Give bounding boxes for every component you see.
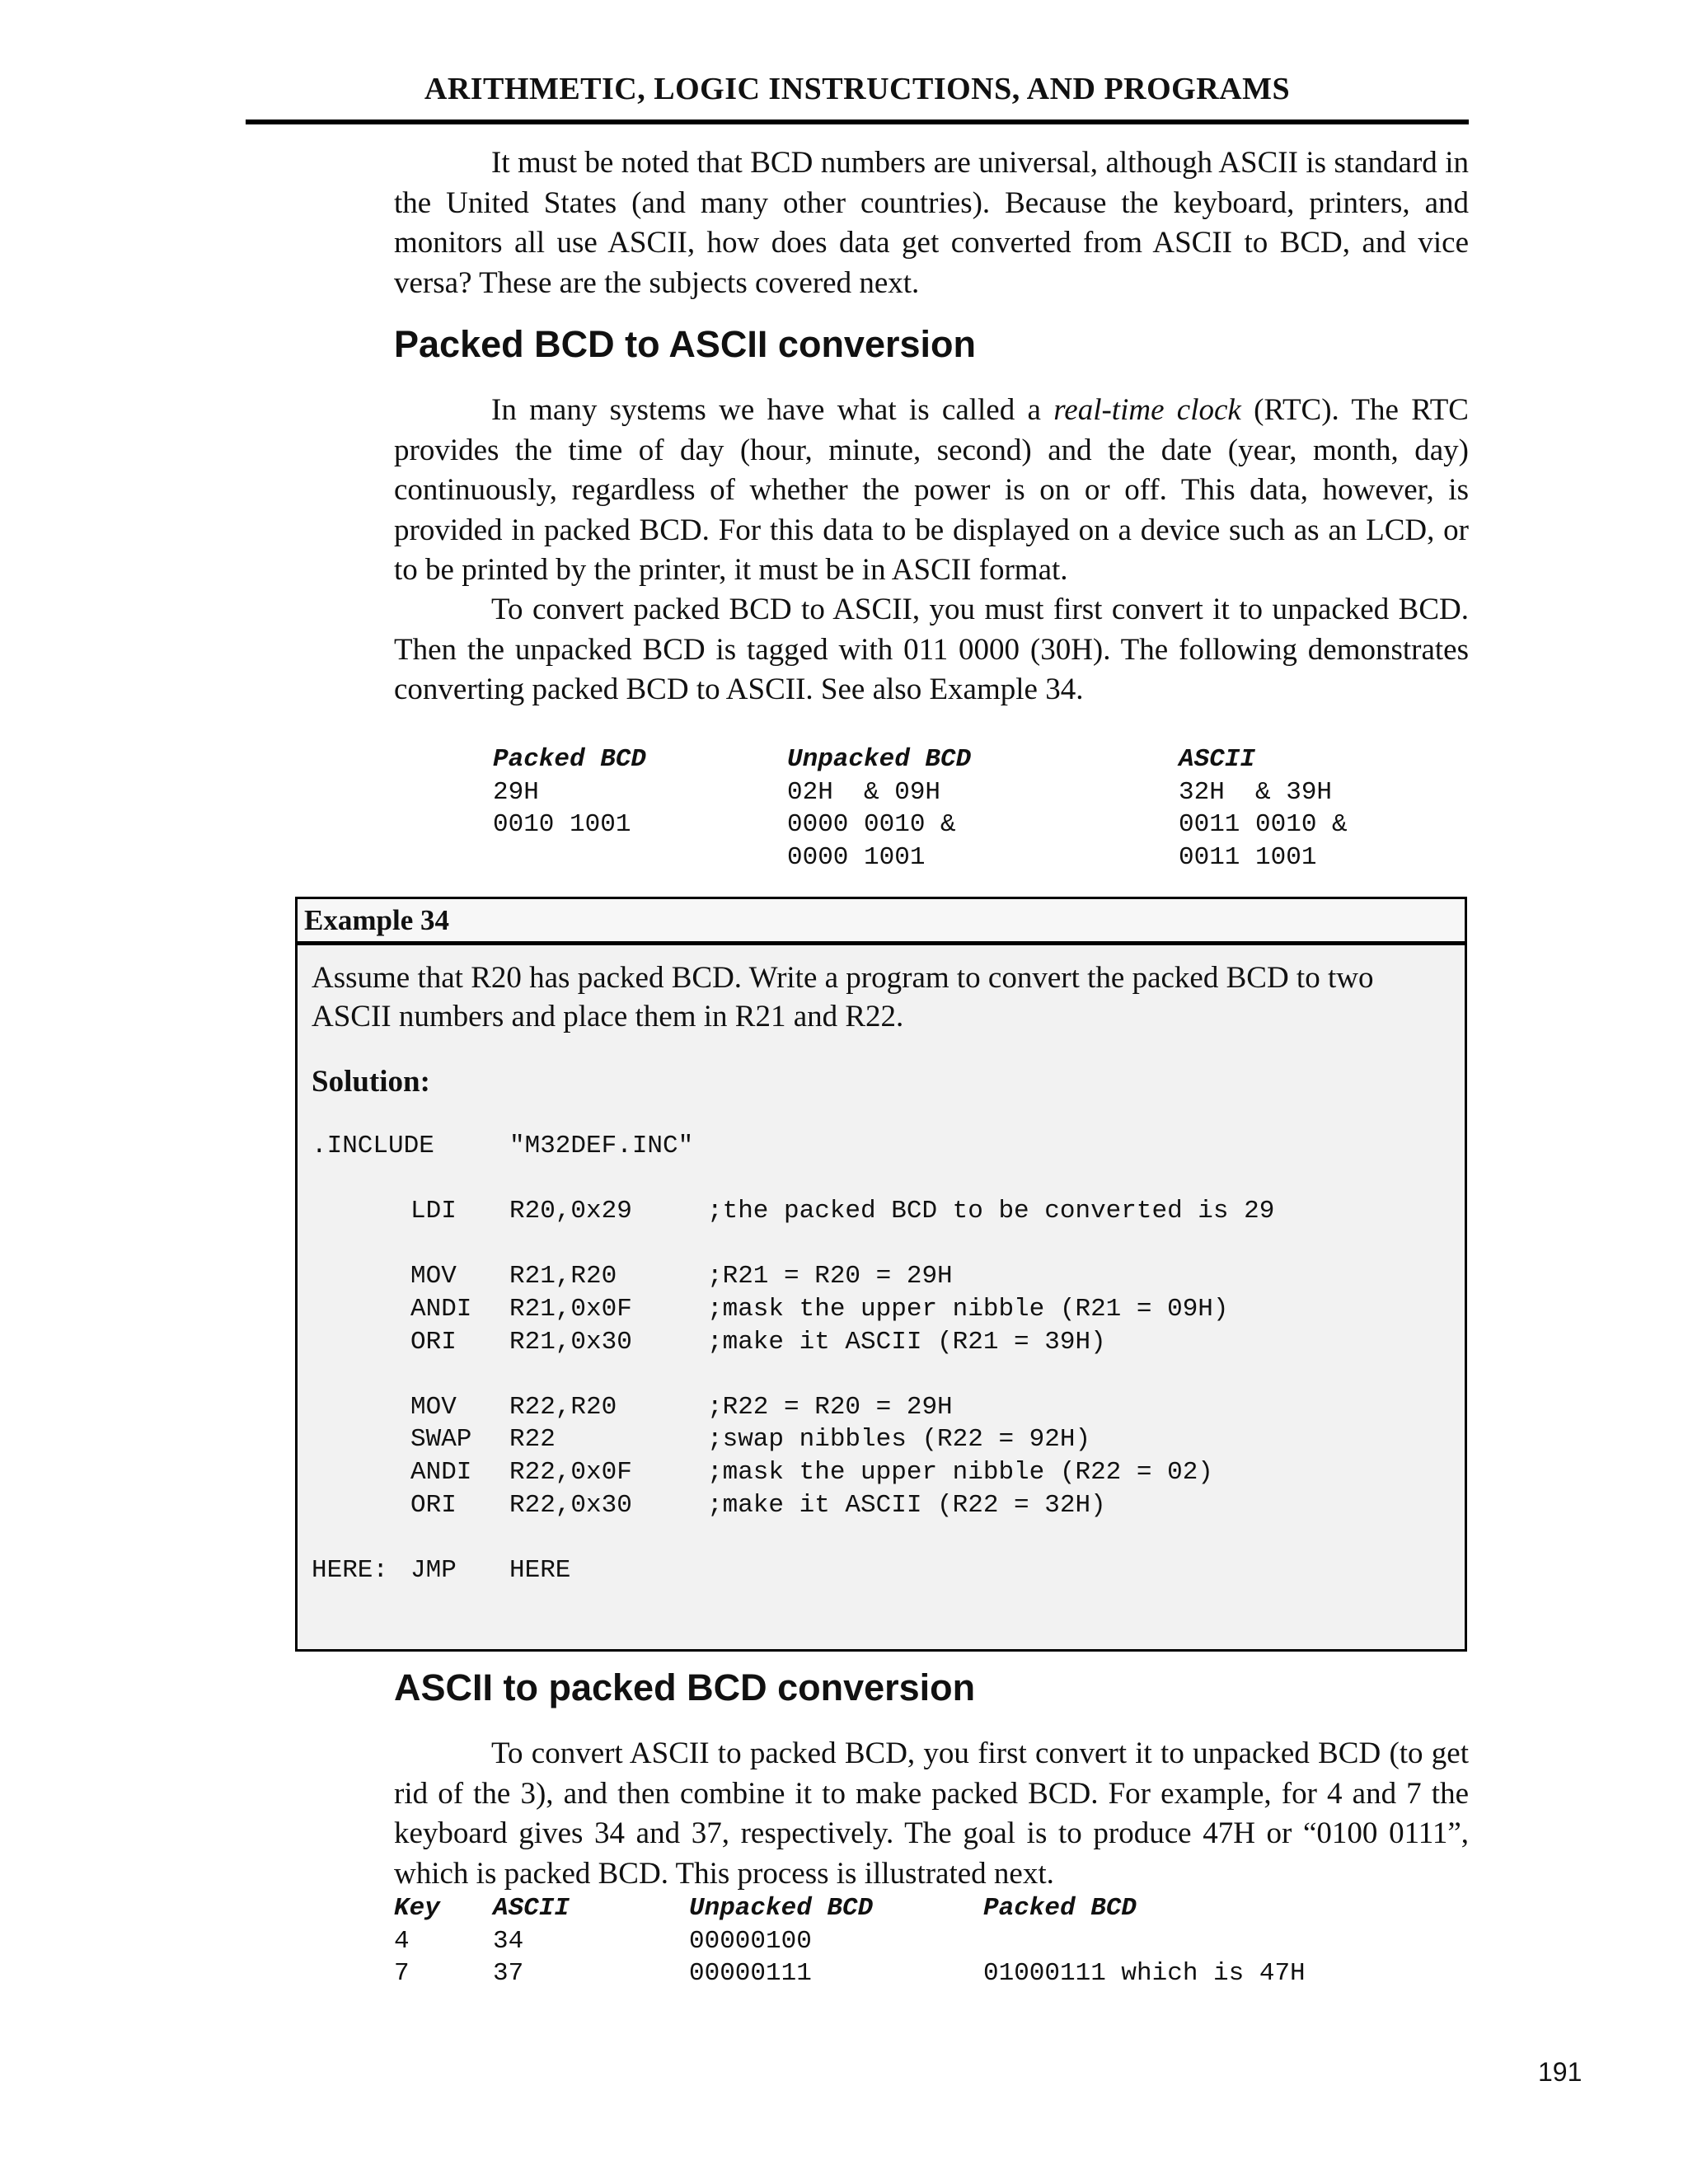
- page-number: 191: [1538, 2057, 1582, 2087]
- table-cell: 37: [493, 1959, 524, 1988]
- code-op: ORI: [410, 1490, 457, 1520]
- table-cell: 32H & 39H: [1179, 777, 1333, 807]
- table-cell: 0011 1001: [1179, 842, 1317, 872]
- header-key: Key: [394, 1894, 440, 1923]
- header-ascii: ASCII: [493, 1894, 570, 1923]
- code-label: HERE:: [312, 1555, 389, 1585]
- solution-label: Solution:: [312, 1065, 430, 1099]
- ascii-to-packed-text: To convert ASCII to packed BCD, you first convert it to unpacked BCD (to get rid of the 3), and then combine it to make packed BCD. For example, for 4 and 7 the keyboard gives 34 and 37, respectively. The goal is to produce 47H or “0100 0111”, which is packed BCD. This process is illustrated next.: [394, 1736, 1469, 1891]
- rtc-italic-term: real-time clock: [1053, 393, 1241, 427]
- header-rule: [246, 120, 1469, 124]
- code-op: ANDI: [410, 1294, 472, 1324]
- code-arg: R21,0x0F: [509, 1294, 632, 1324]
- code-arg: "M32DEF.INC": [509, 1132, 694, 1160]
- code-comment: ;mask the upper nibble (R21 = 09H): [707, 1294, 1229, 1324]
- code-arg: R22,R20: [509, 1392, 617, 1422]
- convert-paragraph: [394, 590, 1469, 710]
- table-row: [394, 1957, 1306, 1990]
- header-packed-bcd: Packed BCD: [493, 745, 647, 774]
- code-comment: ;R21 = R20 = 29H: [707, 1262, 953, 1291]
- table-row: [493, 808, 1348, 841]
- code-arg: R21,0x30: [509, 1327, 632, 1357]
- table-cell: 00000111: [689, 1959, 812, 1988]
- header-packed-bcd: Packed BCD: [983, 1894, 1137, 1923]
- code-op: SWAP: [410, 1425, 472, 1455]
- table-header-row: [493, 743, 1256, 776]
- convert-text: To convert packed BCD to ASCII, you must first convert it to unpacked BCD. Then the unpacked BCD is tagged with 011 0000 (30H). The following demonstrates converting packed BCD to ASCII. See also Example 34.: [394, 593, 1469, 706]
- code-arg: R22: [509, 1425, 556, 1455]
- code-arg: R22,0x0F: [509, 1457, 632, 1487]
- packed-to-ascii-table: [493, 743, 1348, 874]
- example-box: [295, 897, 1467, 1652]
- code-op: MOV: [410, 1262, 457, 1291]
- table-cell: 7: [394, 1959, 410, 1988]
- rtc-paragraph: [394, 391, 1469, 591]
- table-cell: 0011 0010 &: [1179, 810, 1348, 839]
- header-ascii: ASCII: [1179, 745, 1256, 774]
- table-row: [493, 841, 1317, 874]
- table-cell: 00000100: [689, 1926, 812, 1956]
- table-cell: 0000 0010 &: [787, 810, 956, 839]
- ascii-to-packed-table: [394, 1892, 1306, 1990]
- intro-paragraph: [394, 143, 1469, 303]
- code-op: LDI: [410, 1197, 457, 1226]
- code-comment: ;make it ASCII (R22 = 32H): [707, 1490, 1106, 1520]
- code-comment: ;make it ASCII (R21 = 39H): [707, 1327, 1106, 1357]
- code-op: ANDI: [410, 1457, 472, 1487]
- code-arg: R20,0x29: [509, 1197, 632, 1226]
- table-cell: 4: [394, 1926, 410, 1956]
- section-heading-packed-to-ascii: Packed BCD to ASCII conversion: [394, 323, 977, 365]
- code-comment: ;mask the upper nibble (R22 = 02): [707, 1457, 1213, 1487]
- code-label: .INCLUDE: [312, 1132, 434, 1160]
- code-comment: ;the packed BCD to be converted is 29: [707, 1197, 1275, 1226]
- table-header-row: [394, 1892, 1137, 1925]
- code-op: JMP: [410, 1555, 457, 1585]
- table-cell: 29H: [493, 777, 539, 807]
- code-comment: ;swap nibbles (R22 = 92H): [707, 1425, 1091, 1455]
- running-header: ARITHMETIC, LOGIC INSTRUCTIONS, AND PROGRAMS: [424, 72, 1291, 106]
- code-op: MOV: [410, 1392, 457, 1422]
- example-title-bar: [298, 899, 1465, 945]
- header-unpacked-bcd: Unpacked BCD: [787, 745, 972, 774]
- header-unpacked-bcd: Unpacked BCD: [689, 1894, 874, 1923]
- example-title: Example 34: [304, 904, 449, 936]
- rtc-text-1: In many systems we have what is called a: [491, 393, 1054, 427]
- code-op: ORI: [410, 1327, 457, 1357]
- table-row: [394, 1925, 812, 1958]
- rtc-text-2: (RTC). The RTC provides the time of day (hour, minute, second) and the date (year, month, day) continuously, regardless of whether the power is on or off. This data, however, is provided in packed BCD. For this data to be displayed on a device such as an LCD, or to be printed by the printer, it must be in ASCII format.: [394, 393, 1469, 587]
- example-problem: Assume that R20 has packed BCD. Write a program to convert the packed BCD to two ASCII numbers and place them in R21 and R22.: [312, 961, 1374, 1033]
- table-cell: 34: [493, 1926, 524, 1956]
- table-cell: 0000 1001: [787, 842, 926, 872]
- code-arg: R21,R20: [509, 1262, 617, 1291]
- ascii-to-packed-paragraph: [394, 1734, 1469, 1894]
- code-comment: ;R22 = R20 = 29H: [707, 1392, 953, 1422]
- section-heading-ascii-to-packed: ASCII to packed BCD conversion: [394, 1666, 976, 1708]
- table-cell: 02H & 09H: [787, 777, 941, 807]
- table-row: [493, 776, 1333, 809]
- table-cell: 01000111 which is 47H: [983, 1959, 1306, 1988]
- table-cell: 0010 1001: [493, 810, 631, 839]
- code-arg: HERE: [509, 1555, 571, 1585]
- code-arg: R22,0x30: [509, 1490, 632, 1520]
- intro-text: It must be noted that BCD numbers are universal, although ASCII is standard in the United States (and many other countries). Because the keyboard, printers, and monitors all use ASCII, how does data get converted from ASCII to BCD, and vice versa? These are the subjects covered next.: [394, 146, 1469, 300]
